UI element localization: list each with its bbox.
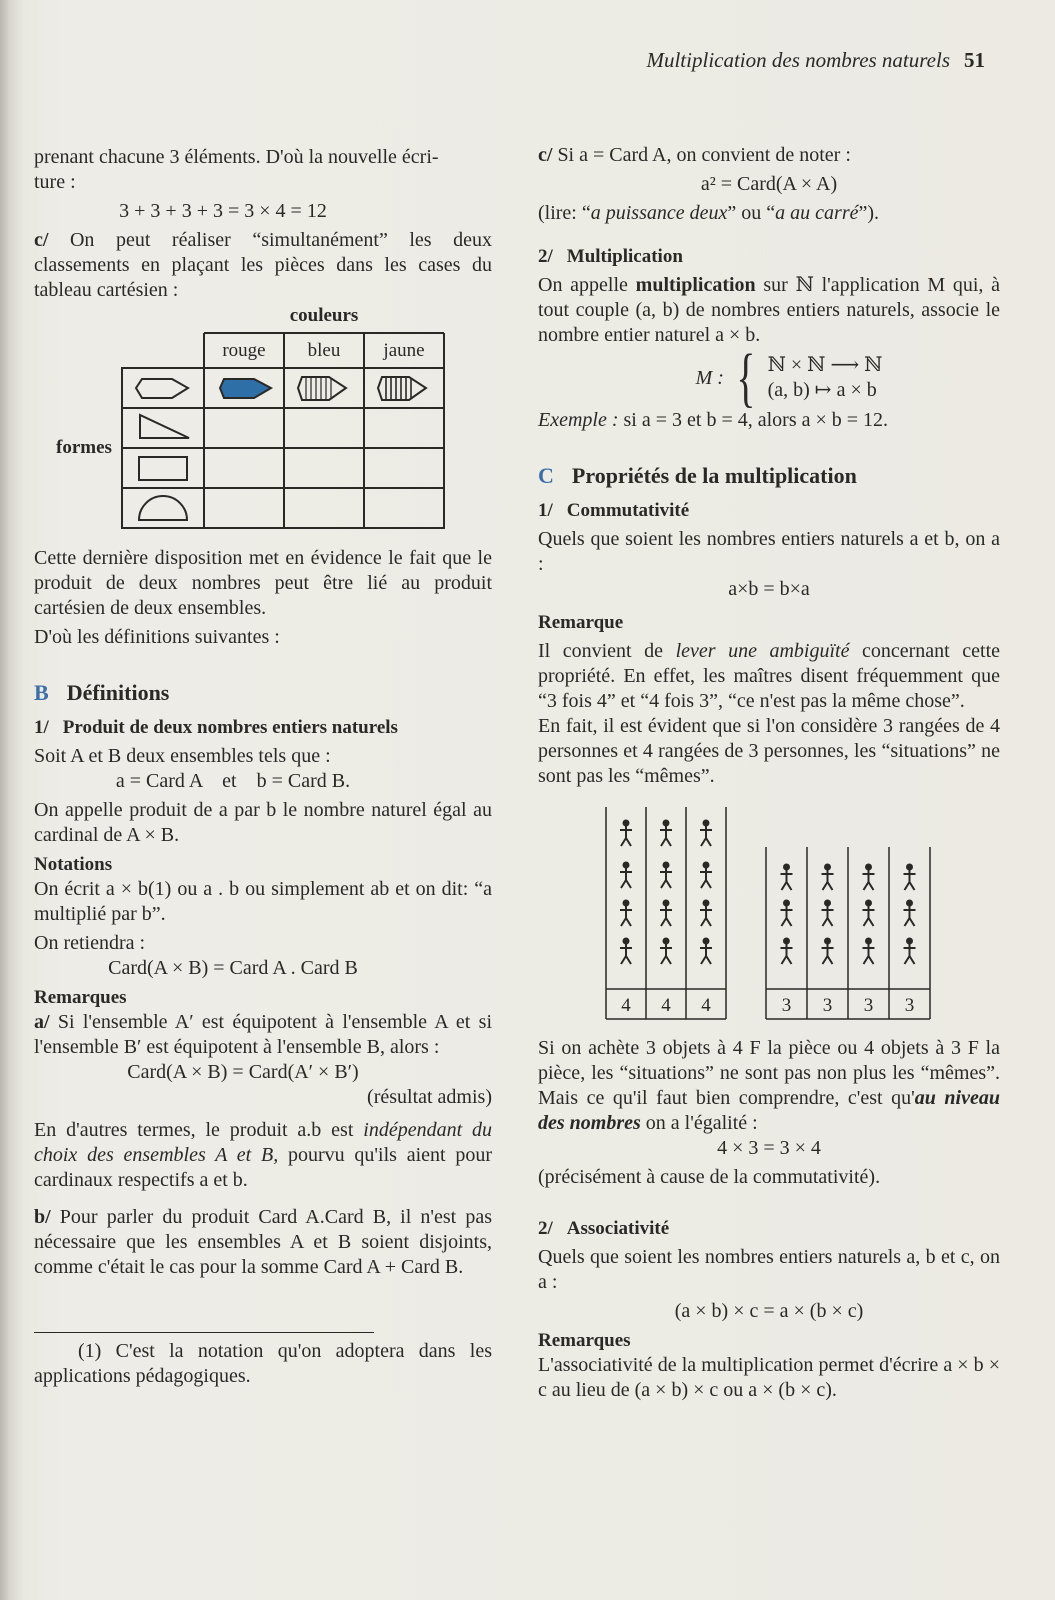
left-column [34,145,492,1389]
paragraph: Si on achète 3 objets à 4 F la pièce ou 4 objets à 3 F la pièce, les “situations” ne sont pas non plus les “mêmes”. Mais ce qu'il faut bien comprendre, c'est qu'au niveau des nombres on a l'égalité : [538,1037,1000,1134]
person-icon [660,901,672,927]
table-side-label: formes [56,437,112,458]
equation: a² = Card(A × A) [700,173,838,195]
person-icon [822,939,834,965]
table-top-label: couleurs [289,305,359,326]
half-disc-shape [139,496,187,520]
person-icon [620,901,632,927]
paragraph: Il convient de lever une ambiguïté concernant cette propriété. En effet, les maîtres disent fréquemment que “3 fois 4” et “4 fois 3”, “ce n'est pas la même chose”. [538,640,1000,712]
paragraph: L'associativité de la multiplication permet d'écrire a × b × c au lieu de (a × b) × c ou a × (b × c). [538,1354,1000,1401]
right-group-count: 3 [781,995,792,1016]
paragraph: (lire: “a puissance deux” ou “a au carré”). [538,202,880,224]
subheading: 2/ Associativité [538,1218,670,1239]
person-icon [904,939,916,965]
person-icon [781,939,793,965]
person-icon [660,821,672,847]
person-icon [863,901,875,927]
color-jaune: jaune [383,340,425,361]
person-icon [700,939,712,965]
example: Exemple : si a = 3 et b = 4, alors a × b = 12. [538,409,889,431]
equation: Card(A × B) = Card(A′ × B′) [127,1061,359,1083]
equation: a = Card A et b = Card B. [115,770,351,792]
person-icon [660,939,672,965]
paragraph-c: c/ Si a = Card A, on convient de noter : [538,144,851,166]
item-marker: c/ [34,229,49,251]
paragraph: Soit A et B deux ensembles tels que : [34,745,331,767]
paragraph: On appelle produit de a par b le nombre naturel égal au cardinal de A × B. [34,799,492,846]
running-header [646,48,985,73]
subheading: Remarques [538,1330,631,1351]
subheading: 2/ Multiplication [538,246,683,267]
paragraph: En fait, il est évident que si l'on considère 3 rangées de 4 personnes et 4 rangées de 3 personnes, les “situations” ne sont pas les “mêmes”. [538,715,1000,787]
paragraph: Quels que soient les nombres entiers naturels a, b et c, on a : [538,1246,1000,1293]
subheading: Notations [34,854,113,875]
paragraph-c: c/ On peut réaliser “simultanément” les deux classements en plaçant les pièces dans les cases du tableau cartésien : [34,229,492,301]
rectangle-shape [139,457,187,480]
left-group-count: 4 [701,995,711,1016]
equation: 3 + 3 + 3 + 3 = 3 × 4 = 12 [119,200,327,222]
paragraph: D'où les définitions suivantes : [34,626,280,648]
note: (résultat admis) [367,1086,492,1108]
paragraph-b: b/ Pour parler du produit Card A.Card B, il n'est pas nécessaire que les ensembles A et B soient disjoints, comme c'était le cas pour la somme Card A + Card B. [34,1206,492,1278]
person-icon [904,901,916,927]
person-icon [863,865,875,891]
text-line: ture : [34,171,76,193]
subheading: Remarques [34,987,127,1008]
page-number: 51 [964,48,985,72]
paragraph: On retiendra : [34,932,146,954]
paragraph: Cette dernière disposition met en évidence le fait que le produit de deux nombres peut être lié au produit cartésien de deux ensembles. [34,547,492,619]
equation: 4 × 3 = 3 × 4 [717,1137,821,1159]
footnote: (1) C'est la notation qu'on adoptera dans les applications pédagogiques. [34,1340,492,1387]
section-heading-b: B Définitions [34,680,170,705]
paragraph: En d'autres termes, le produit a.b est indépendant du choix des ensembles A et B, pourvu qu'ils aient pour cardinaux respectifs a et b. [34,1119,493,1191]
subheading: Remarque [538,612,624,633]
triangle-shape [140,415,189,438]
left-group-count: 4 [661,995,671,1016]
person-icon [781,865,793,891]
person-icon [863,939,875,965]
equation: (a × b) × c = a × (b × c) [674,1300,864,1322]
person-icon [660,863,672,889]
left-group-count: 4 [621,995,631,1016]
equation: Card(A × B) = Card A . Card B [108,957,358,979]
paragraph: On appelle multiplication sur ℕ l'application M qui, à tout couple (a, b) de nombres entiers naturels, associe le nombre entier naturel a × b. [538,274,1001,346]
pentagon-blue-shape [220,379,271,398]
person-icon [781,901,793,927]
color-rouge: rouge [222,340,266,361]
subheading: 1/ Commutativité [538,500,690,521]
person-icon [620,821,632,847]
paragraph: Quels que soient les nombres entiers naturels a et b, on a : [538,528,1000,575]
section-heading-c: C Propriétés de la multiplication [538,463,857,488]
equation: a×b = b×a [728,578,810,600]
color-bleu: bleu [307,340,341,361]
pentagon-shape [136,379,188,398]
header-title: Multiplication des nombres naturels [646,48,950,72]
person-icon [700,821,712,847]
people-rows-figure [538,789,1000,1029]
brace-icon: { [736,341,756,414]
person-icon [700,863,712,889]
right-group-count: 3 [904,995,915,1016]
paragraph: (précisément à cause de la commutativité). [538,1166,881,1188]
right-group-count: 3 [822,995,833,1016]
application-definition: M : { ℕ × ℕ ⟶ ℕ (a, b) ↦ a × b [695,341,883,414]
paragraph-a: a/ Si l'ensemble A′ est équipotent à l'ensemble A et si l'ensemble B′ est équipotent à l'ensemble B, alors : [34,1011,492,1058]
person-icon [904,865,916,891]
pentagon-striped-v-shape [298,377,346,400]
right-group-count: 3 [863,995,874,1016]
footnote-rule [34,1332,374,1333]
person-icon [822,865,834,891]
person-icon [620,863,632,889]
person-icon [822,901,834,927]
cartesian-table [34,303,492,538]
person-icon [700,901,712,927]
paragraph: On écrit a × b(1) ou a . b ou simplement ab et on dit: “a multiplié par b”. [34,878,492,925]
text-line: prenant chacune 3 éléments. D'où la nouvelle écri- [34,146,439,168]
subheading: 1/ Produit de deux nombres entiers naturels [34,717,398,738]
section-letter: B [34,680,49,705]
person-icon [620,939,632,965]
right-column [538,143,1000,1403]
